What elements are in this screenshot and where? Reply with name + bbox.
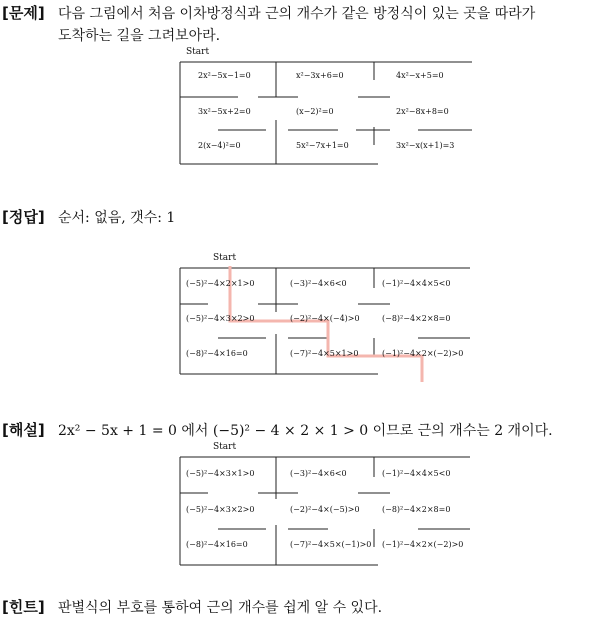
explanation-tag: [해설]	[2, 421, 45, 439]
maze-cell: 2x²−5x−1=0	[198, 71, 251, 80]
problem-maze	[178, 45, 472, 175]
maze-cell: 3x²−x(x+1)=3	[396, 141, 455, 150]
maze-cell: (−1)²−4×2×(−2)>0	[382, 540, 464, 549]
maze-cell: (−7)²−4×5×(−1)>0	[290, 540, 372, 549]
maze-cell: (−8)²−4×16=0	[186, 349, 248, 358]
maze-cell: (−2)²−4×(−4)>0	[290, 314, 360, 323]
hint-text: 판별식의 부호를 통하여 근의 개수를 쉽게 알 수 있다.	[58, 600, 383, 616]
maze-cell: (−8)²−4×2×8=0	[382, 505, 451, 514]
maze-cell: 3x²−5x+2=0	[198, 107, 251, 116]
problem-line-1: 다음 그림에서 처음 이차방정식과 근의 개수가 같은 방정식이 있는 곳을 따라가	[58, 6, 536, 22]
maze-cell: (−8)²−4×16=0	[186, 540, 248, 549]
explanation-maze	[178, 441, 478, 576]
maze-cell: (x−2)²=0	[296, 107, 334, 116]
maze-cell: (−7)²−4×5×1>0	[290, 349, 359, 358]
maze-cell: (−5)²−4×3×1>0	[186, 469, 255, 478]
maze-cell: 4x²−x+5=0	[396, 71, 444, 80]
maze-cell: (−3)²−4×6<0	[290, 469, 347, 478]
maze-cell: 2(x−4)²=0	[198, 141, 241, 150]
answer-maze	[178, 252, 478, 387]
hint-tag: [힌트]	[2, 598, 45, 616]
problem-tag: [문제]	[2, 4, 45, 22]
maze-cell: (−8)²−4×2×8=0	[382, 314, 451, 323]
answer-tag: [정답]	[2, 208, 45, 226]
maze-cell: 5x²−7x+1=0	[296, 141, 349, 150]
maze-start-label: Start	[186, 47, 210, 57]
maze-cell: (−5)²−4×3×2>0	[186, 314, 255, 323]
answer-text: 순서: 없음, 갯수: 1	[58, 210, 176, 226]
maze-cell: (−1)²−4×4×5<0	[382, 469, 451, 478]
maze-start-label: Start	[213, 253, 237, 263]
maze-cell: (−2)²−4×(−5)>0	[290, 505, 360, 514]
maze-cell: (−5)²−4×2×1>0	[186, 279, 255, 288]
maze-start-label: Start	[213, 442, 237, 452]
maze-cell: (−5)²−4×3×2>0	[186, 505, 255, 514]
maze-cell: (−3)²−4×6<0	[290, 279, 347, 288]
maze-cell: (−1)²−4×2×(−2)>0	[382, 349, 464, 358]
maze-cell: 2x²−8x+8=0	[396, 107, 449, 116]
maze-cell: (−1)²−4×4×5<0	[382, 279, 451, 288]
problem-line-2: 도착하는 길을 그려보아라.	[58, 28, 221, 44]
maze-cell: x²−3x+6=0	[296, 71, 344, 80]
explanation-text: 2x² − 5x + 1 = 0 에서 (−5)² − 4 × 2 × 1 > 0 이므로 근의 개수는 2 개이다.	[58, 423, 553, 439]
